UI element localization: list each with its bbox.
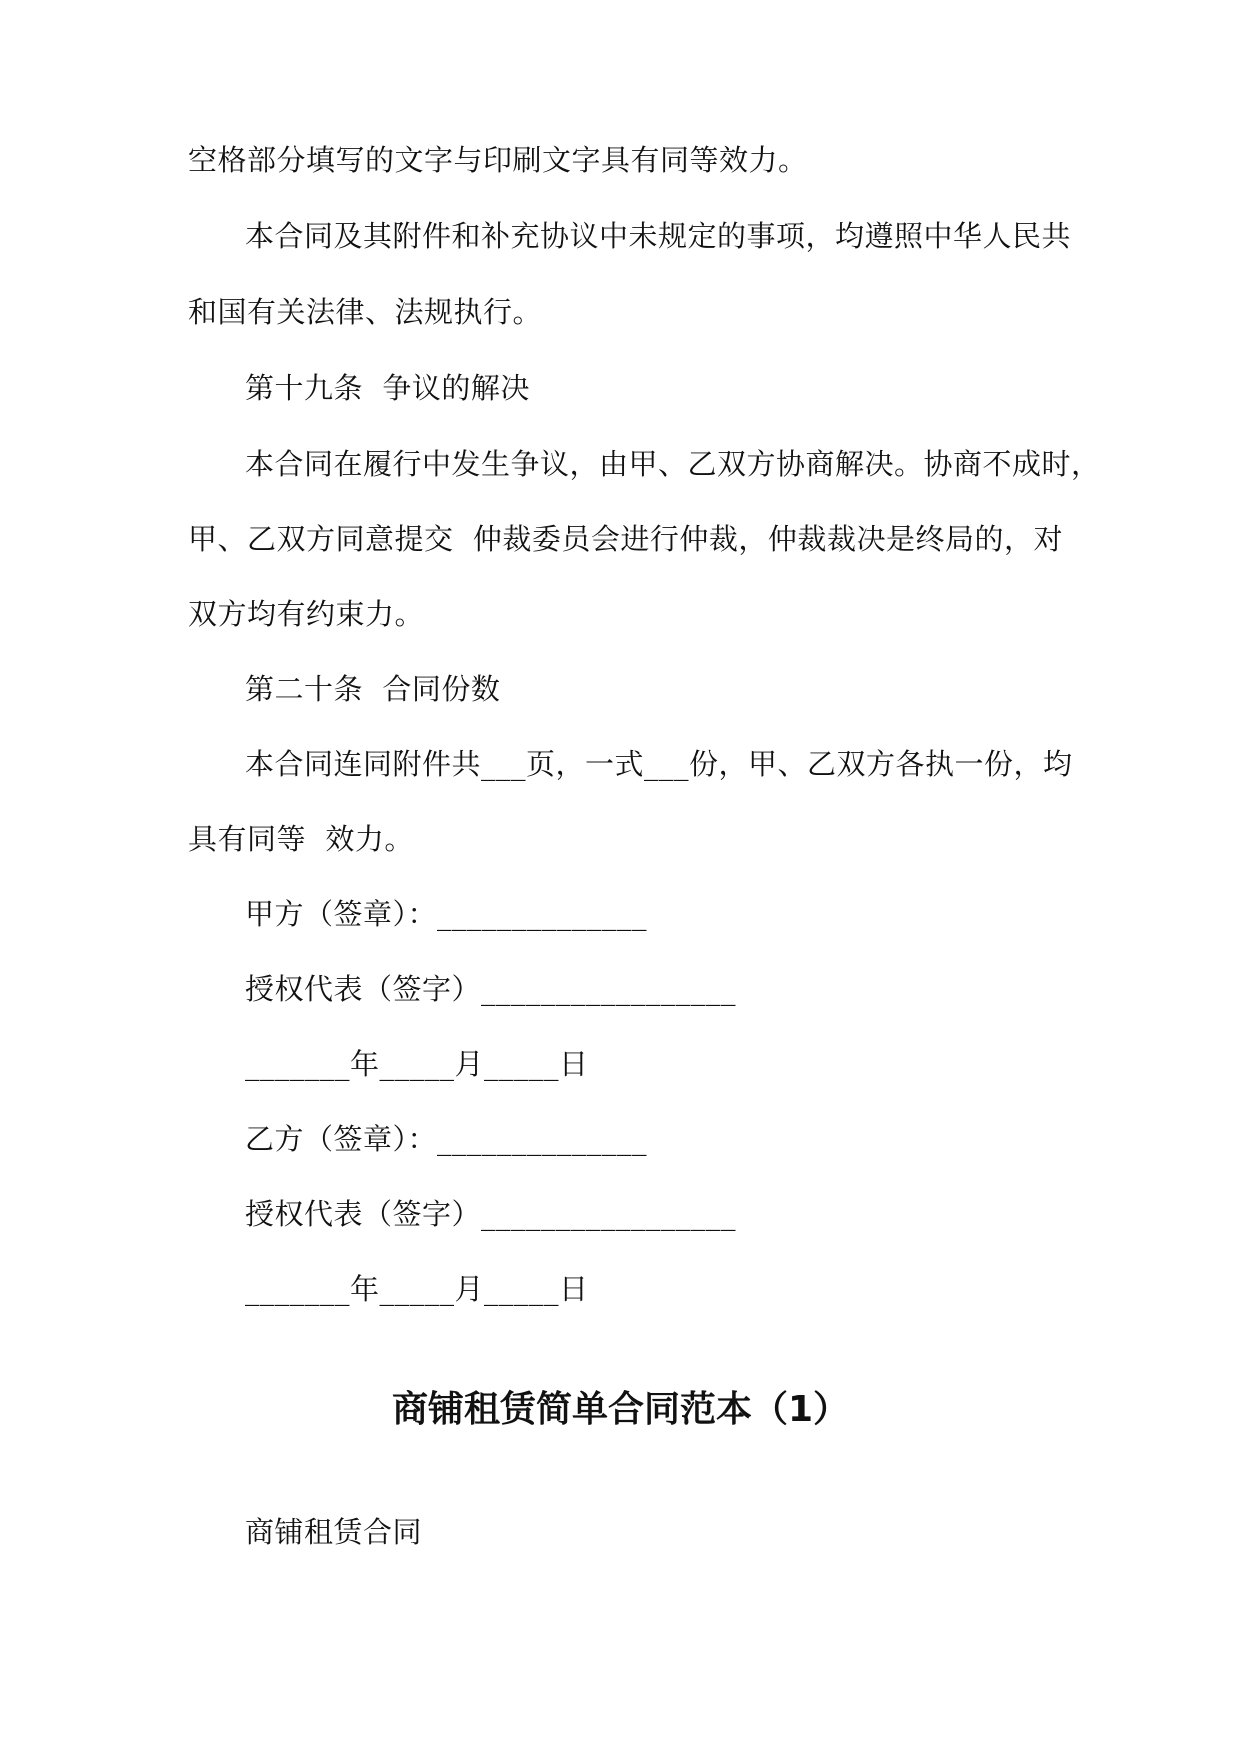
party-b-date-line: _______年_____月_____日 [245, 1272, 589, 1306]
paragraph-line: 本合同连同附件共___页，一式___份，甲、乙双方各执一份，均 [245, 747, 1073, 781]
paragraph-line: 双方均有约束力。 [188, 597, 425, 631]
paragraph-line: 具有同等 效力。 [188, 822, 414, 856]
article-19-heading: 第十九条 争议的解决 [245, 371, 530, 405]
paragraph-continuation-line: 空格部分填写的文字与印刷文字具有同等效力。 [188, 143, 808, 177]
party-a-representative-line: 授权代表（签字）_________________ [245, 972, 737, 1006]
subheading: 商铺租赁合同 [245, 1515, 423, 1549]
article-20-heading: 第二十条 合同份数 [245, 672, 501, 706]
party-a-date-line: _______年_____月_____日 [245, 1047, 589, 1081]
party-b-representative-line: 授权代表（签字）_________________ [245, 1197, 737, 1231]
party-a-signature-line: 甲方（签章）：______________ [245, 897, 648, 931]
paragraph-line: 甲、乙双方同意提交 仲裁委员会进行仲裁，仲裁裁决是终局的，对 [188, 522, 1063, 556]
paragraph-line: 本合同在履行中发生争议，由甲、乙双方协商解决。协商不成时， [245, 447, 1101, 481]
section-title: 商铺租赁简单合同范本（1） [391, 1389, 850, 1430]
paragraph-line: 和国有关法律、法规执行。 [188, 295, 543, 329]
party-b-signature-line: 乙方（签章）：______________ [245, 1122, 648, 1156]
paragraph-line: 本合同及其附件和补充协议中未规定的事项，均遵照中华人民共 [245, 219, 1072, 253]
